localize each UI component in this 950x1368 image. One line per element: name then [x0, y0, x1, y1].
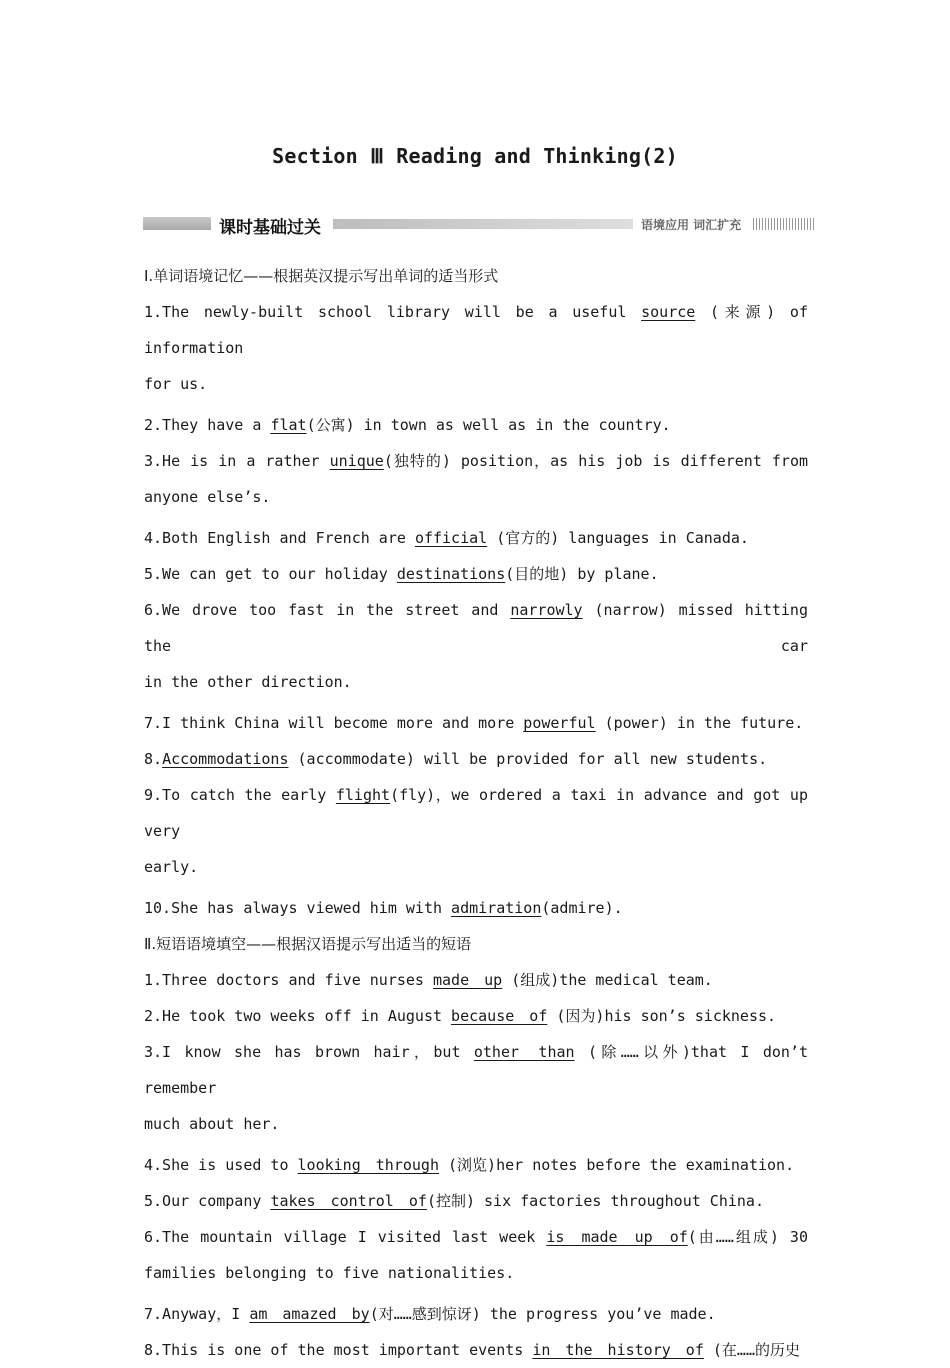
exercise-item — [144, 520, 808, 556]
part2-list — [144, 962, 808, 1368]
exercise-item — [144, 556, 808, 592]
page-title: Section Ⅲ Reading and Thinking(2) — [272, 144, 678, 168]
exercise-item — [144, 1296, 808, 1332]
item-line — [144, 998, 808, 1034]
section-banner — [143, 213, 814, 238]
answer-blank: admiration — [451, 899, 542, 917]
part1-list — [144, 294, 808, 926]
answer-blank: am amazed by — [249, 1305, 370, 1323]
item-line — [144, 1332, 808, 1368]
answer-blank: destinations — [396, 565, 506, 583]
part2-heading: Ⅱ.短语语境填空——根据汉语提示写出适当的短语 — [144, 935, 472, 953]
answer-blank: takes control of — [270, 1192, 427, 1210]
answer-blank: flat — [270, 416, 307, 434]
item-line — [144, 407, 808, 443]
item-line — [144, 777, 808, 849]
item-line — [144, 962, 808, 998]
exercise-item — [144, 1332, 808, 1368]
answer-blank: in the history of — [532, 1341, 704, 1359]
item-text: (power) in the future. — [595, 714, 804, 732]
item-text: 6.We drove too fast in the street and — [144, 601, 511, 619]
item-line — [144, 890, 808, 926]
item-line — [144, 520, 808, 556]
exercise-item — [144, 1183, 808, 1219]
item-text: (由……组成) 30 — [687, 1228, 808, 1246]
item-line — [144, 556, 808, 592]
item-line — [144, 1034, 808, 1106]
item-text: 5.We can get to our holiday — [144, 565, 397, 583]
item-text: 1.The newly-built school library will be a useful — [144, 303, 642, 321]
answer-blank: other than — [473, 1043, 575, 1061]
answer-blank: powerful — [523, 714, 596, 732]
item-text: 3.He is in a rather — [144, 452, 330, 470]
item-text: (fly)，we ordered a taxi in advance and got up very — [144, 786, 808, 840]
exercise-item — [144, 741, 808, 777]
item-text: 7.I think China will become more and more — [144, 714, 524, 732]
answer-blank: unique — [329, 452, 384, 470]
item-text: (因为)his son’s sickness. — [547, 1007, 777, 1025]
item-text: 2.He took two weeks off in August — [144, 1007, 452, 1025]
item-line — [144, 592, 808, 664]
item-line — [144, 443, 808, 479]
item-continuation: early. — [144, 858, 199, 876]
item-text: 5.Our company — [144, 1192, 271, 1210]
exercise-item — [144, 777, 808, 885]
exercise-item — [144, 294, 808, 402]
item-text: (accommodate) will be provided for all new students. — [288, 750, 768, 768]
answer-blank: Accommodations — [162, 750, 289, 768]
exercise-item — [144, 443, 808, 515]
exercise-item — [144, 890, 808, 926]
item-line — [144, 1183, 808, 1219]
item-text: (在……的历史 — [703, 1341, 800, 1359]
item-text: 8.This is one of the most important events — [144, 1341, 533, 1359]
item-line — [144, 1296, 808, 1332]
banner-bar-left — [143, 217, 211, 230]
exercise-item — [144, 1034, 808, 1142]
item-line — [144, 705, 808, 741]
part1-heading: Ⅰ.单词语境记忆——根据英汉提示写出单词的适当形式 — [144, 267, 499, 285]
item-text: (narrow) missed hitting the car — [144, 601, 808, 655]
exercise-item — [144, 998, 808, 1034]
answer-blank: source — [641, 303, 696, 321]
item-line — [144, 741, 808, 777]
item-text: (组成)the medical team. — [502, 971, 713, 989]
document-body — [144, 258, 808, 1368]
exercise-item — [144, 1219, 808, 1291]
item-text: 6.The mountain village I visited last week — [144, 1228, 547, 1246]
item-text: (对……感到惊讶) the progress you’ve made. — [369, 1305, 716, 1323]
banner-title: 课时基础过关 — [215, 213, 325, 238]
answer-blank: because of — [451, 1007, 548, 1025]
banner-stripes — [753, 218, 814, 230]
item-text: 1.Three doctors and five nurses — [144, 971, 433, 989]
item-line — [144, 1219, 808, 1255]
item-continuation: much about her. — [144, 1115, 280, 1133]
answer-blank: flight — [335, 786, 391, 804]
answer-blank: looking through — [297, 1156, 439, 1174]
item-line — [144, 294, 808, 366]
item-text: 7.Anyway，I — [144, 1305, 250, 1323]
exercise-item — [144, 705, 808, 741]
item-text: (除……以外)that I don’t remember — [144, 1043, 808, 1097]
answer-blank: official — [414, 529, 488, 547]
item-text: 9.To catch the early — [144, 786, 336, 804]
item-continuation: families belonging to five nationalities. — [144, 1264, 515, 1282]
exercise-item — [144, 592, 808, 700]
item-text: 10.She has always viewed him with — [144, 899, 452, 917]
item-text: 3.I know she has brown hair，but — [144, 1043, 474, 1061]
item-text: 8. — [144, 750, 163, 768]
item-text: (admire). — [541, 899, 623, 917]
banner-bar-right — [333, 219, 633, 229]
item-line — [144, 1147, 808, 1183]
exercise-item — [144, 962, 808, 998]
item-text: 4.Both English and French are — [144, 529, 415, 547]
item-continuation: in the other direction. — [144, 673, 352, 691]
item-continuation: for us. — [144, 375, 208, 393]
item-text: (官方的) languages in Canada. — [487, 529, 749, 547]
exercise-item — [144, 407, 808, 443]
exercise-item — [144, 1147, 808, 1183]
answer-blank: narrowly — [510, 601, 583, 619]
banner-tags: 语境应用 词汇扩充 — [641, 218, 742, 232]
answer-blank: made up — [432, 971, 503, 989]
item-text: (浏览)her notes before the examination. — [439, 1156, 795, 1174]
item-text: 2.They have a — [144, 416, 271, 434]
item-text: (来源) of information — [144, 303, 808, 357]
item-text: 4.She is used to — [144, 1156, 298, 1174]
item-text: (公寓) in town as well as in the country. — [306, 416, 671, 434]
item-continuation: anyone else’s. — [144, 488, 271, 506]
answer-blank: is made up of — [546, 1228, 688, 1246]
item-text: (独特的) position，as his job is different from — [383, 452, 809, 470]
item-text: (控制) six factories throughout China. — [426, 1192, 764, 1210]
item-text: (目的地) by plane. — [505, 565, 659, 583]
